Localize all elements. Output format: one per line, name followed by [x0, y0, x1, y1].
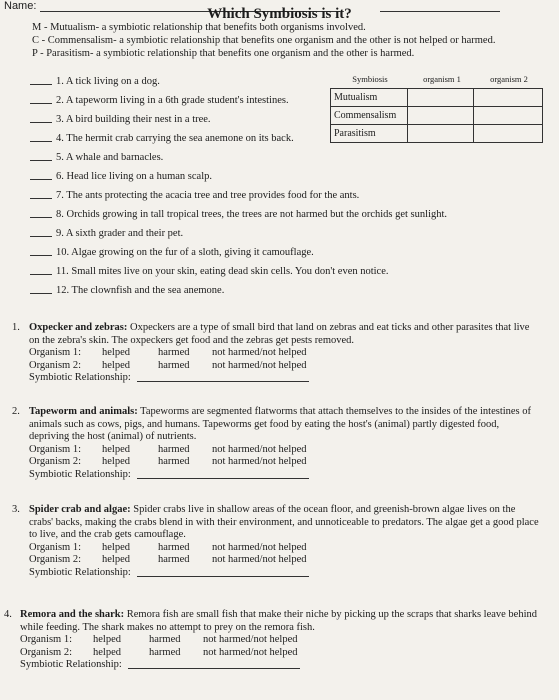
scenario-1: [12, 322, 537, 385]
relationship-row: Symbiotic Relationship:: [20, 659, 539, 672]
organism-1-row: Organism 1: helped harmed not harmed/not helped: [29, 443, 307, 455]
relationship-answer-line[interactable]: [137, 478, 309, 479]
organism-2-row: Organism 2: helped harmed not harmed/not helped: [29, 554, 307, 566]
name-label: Name:: [4, 0, 37, 12]
scenario-text: Remora fish are small fish that make their niche by picking up the scraps that sharks leave behind while feeding. The shark makes no attempt to prey on the remora fish.: [20, 609, 538, 633]
answer-blank[interactable]: [30, 179, 52, 180]
scenario-number: 4.: [4, 609, 12, 620]
scenario-title: Remora and the shark:: [20, 609, 125, 620]
relationship-answer-line[interactable]: [137, 576, 309, 577]
question-item: 8. Orchids growing in tall tropical trees, the trees are not harmed but the orchids get sunlight.: [30, 209, 447, 220]
question-item: 3. A bird building their nest in a tree.: [30, 114, 211, 125]
table-input-cell[interactable]: [474, 107, 543, 125]
relationship-row: Symbiotic Relationship:: [29, 469, 542, 482]
organism-1-row: Organism 1: helped harmed not harmed/not helped: [29, 541, 307, 553]
table-input-cell[interactable]: [408, 89, 474, 107]
scenario-title: Oxpecker and zebras:: [29, 322, 128, 333]
organism-1-row: Organism 1: helped harmed not harmed/not helped: [20, 634, 298, 646]
table-row: [331, 89, 543, 107]
definition-parasitism: P - Parasitism- a symbiotic relationship that benefits one organism and the other is harmed.: [32, 48, 415, 59]
table-input-cell[interactable]: [408, 125, 474, 143]
table-input-cell[interactable]: [474, 125, 543, 143]
relationship-answer-line[interactable]: [137, 381, 309, 382]
question-item: 6. Head lice living on a human scalp.: [30, 171, 212, 182]
table-header-symbiosis: Symbiosis: [352, 74, 388, 84]
relationship-answer-line[interactable]: [128, 668, 300, 669]
organism-1-row: Organism 1: helped harmed not harmed/not helped: [29, 347, 307, 359]
table-header-organism-1: organism 1: [423, 74, 461, 84]
scenario-2: [12, 406, 542, 482]
scenario-text: Tapeworms are segmented flatworms that attach themselves to the insides of the intestines of animals such as cows, pigs, and humans. Tapeworms get food by eating the host's (animal) partly digested food, depriving the host (animal) of nutrients.: [29, 406, 532, 443]
table-row: [331, 107, 543, 125]
relationship-row: Symbiotic Relationship:: [29, 567, 542, 580]
answer-blank[interactable]: [30, 84, 52, 85]
answer-blank[interactable]: [30, 274, 52, 275]
organism-2-row: Organism 2: helped harmed not harmed/not helped: [29, 456, 307, 468]
answer-blank[interactable]: [30, 255, 52, 256]
answer-blank[interactable]: [30, 236, 52, 237]
scenario-text: Spider crabs live in shallow areas of the ocean floor, and greenish-brown algae lives on the crabs' backs, making the crabs blend in with their environment, and unnoticeable to predators. The algae get a good place to live, and the crab gets camouflage.: [29, 504, 539, 541]
table-row: [331, 125, 543, 143]
question-item: 10. Algae growing on the fur of a sloth, giving it camouflage.: [30, 247, 314, 258]
symbiosis-table: [330, 88, 543, 143]
question-item: 5. A whale and barnacles.: [30, 152, 163, 163]
question-item: 2. A tapeworm living in a 6th grade student's intestines.: [30, 95, 289, 106]
definition-commensalism: C - Commensalism- a symbiotic relationship that benefits one organism and the other is not helped or harmed.: [32, 35, 496, 46]
question-item: 9. A sixth grader and their pet.: [30, 228, 183, 239]
answer-blank[interactable]: [30, 160, 52, 161]
organism-2-row: Organism 2: helped harmed not harmed/not helped: [20, 646, 298, 658]
table-cell-mutualism: Mutualism: [331, 89, 408, 107]
organism-2-row: Organism 2: helped harmed not harmed/not helped: [29, 359, 307, 371]
table-cell-parasitism: Parasitism: [331, 125, 408, 143]
relationship-row: Symbiotic Relationship:: [29, 372, 537, 385]
scenario-text: Oxpeckers are a type of small bird that land on zebras and eat ticks and other parasites that live on the zebra's skin. The oxpeckers get food and the zebras get pests removed.: [29, 322, 530, 346]
table-input-cell[interactable]: [408, 107, 474, 125]
question-item: 7. The ants protecting the acacia tree and tree provides food for the ants.: [30, 190, 359, 201]
question-item: 11. Small mites live on your skin, eating dead skin cells. You don't even notice.: [30, 266, 389, 277]
question-item: 4. The hermit crab carrying the sea anemone on its back.: [30, 133, 294, 144]
answer-blank[interactable]: [30, 198, 52, 199]
answer-blank[interactable]: [30, 122, 52, 123]
page-title: Which Symbiosis is it?: [207, 6, 352, 22]
scenario-3: [12, 504, 542, 580]
table-input-cell[interactable]: [474, 89, 543, 107]
answer-blank[interactable]: [30, 141, 52, 142]
scenario-number: 3.: [12, 504, 20, 515]
table-cell-commensalism: Commensalism: [331, 107, 408, 125]
scenario-number: 2.: [12, 406, 20, 417]
question-item: 12. The clownfish and the sea anemone.: [30, 285, 224, 296]
scenario-number: 1.: [12, 322, 20, 333]
scenario-4: [4, 609, 539, 672]
definition-mutualism: M - Mutualism- a symbiotic relationship that benefits both organisms involved.: [32, 22, 366, 33]
table-header-organism-2: organism 2: [490, 74, 528, 84]
answer-blank[interactable]: [30, 293, 52, 294]
scenario-title: Tapeworm and animals:: [29, 406, 138, 417]
scenario-title: Spider crab and algae:: [29, 504, 131, 515]
answer-blank[interactable]: [30, 103, 52, 104]
answer-blank[interactable]: [30, 217, 52, 218]
question-item: 1. A tick living on a dog.: [30, 76, 160, 87]
